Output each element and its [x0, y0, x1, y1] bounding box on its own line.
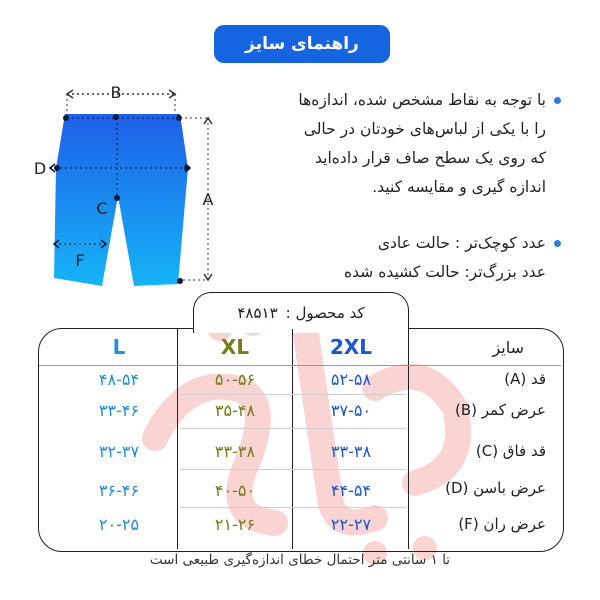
label-f: F	[75, 251, 85, 270]
cell-xl: ۵۰-۵۶	[214, 370, 256, 389]
instruction-line: عدد کوچک‌تر : حالت عادی	[377, 234, 546, 252]
cell-2xl: ۲۲-۲۷	[330, 515, 372, 534]
footnote: تا ۱ سانتی متر احتمال خطای اندازه‌گیری طبیعی است	[149, 552, 451, 568]
row-label: قد (A)	[504, 370, 546, 388]
label-d: D	[33, 159, 47, 178]
product-code-value: ۴۸۵۱۳	[237, 304, 278, 322]
instructions-block-1	[230, 86, 546, 202]
row-divider	[180, 428, 406, 429]
label-c: C	[96, 199, 108, 218]
cell-l: ۴۸-۵۴	[98, 370, 140, 389]
cell-l: ۳۳-۴۶	[98, 401, 140, 420]
column-xl: XL	[220, 335, 250, 359]
page-title: راهنمای سایز	[214, 25, 390, 63]
cell-2xl: ۵۲-۵۸	[330, 370, 372, 389]
shorts-shape	[54, 114, 188, 286]
bullet-icon	[554, 97, 561, 104]
cell-l: ۳۲-۳۷	[98, 442, 140, 461]
instruction-line: را با یکی از لباس‌های خودتان در حالی	[303, 120, 546, 138]
row-divider	[180, 507, 406, 508]
cell-xl: ۴۰-۵۰	[214, 481, 256, 500]
cell-xl: ۲۱-۲۶	[214, 515, 256, 534]
label-b: B	[110, 83, 122, 102]
cell-2xl: ۳۳-۳۸	[330, 442, 372, 461]
product-code	[193, 292, 409, 333]
column-divider	[177, 329, 178, 549]
cell-l: ۲۰-۲۵	[98, 515, 140, 534]
size-header: سایز	[492, 338, 524, 357]
row-divider	[180, 394, 406, 395]
bullet-icon	[554, 240, 561, 247]
instruction-line: که روی یک سطح صاف قرار داده‌اید	[315, 149, 546, 167]
row-divider	[180, 469, 406, 470]
row-label: عرض ران (F)	[458, 515, 546, 533]
column-2xl: 2XL	[329, 335, 373, 359]
instruction-line: اندازه گیری و مقایسه کنید.	[372, 178, 546, 196]
instruction-line: با توجه به نقاط مشخص شده، اندازه‌ها	[298, 91, 546, 109]
cell-l: ۳۶-۴۶	[98, 481, 140, 500]
column-l: L	[112, 335, 126, 359]
product-code-label: کد محصول :	[285, 304, 365, 322]
row-label: عرض باسن (D)	[445, 479, 546, 497]
cell-2xl: ۳۷-۵۰	[330, 401, 372, 420]
row-label: عرض کمر (B)	[455, 401, 546, 419]
cell-2xl: ۴۴-۵۴	[330, 481, 372, 500]
column-divider	[292, 329, 293, 549]
cell-xl: ۳۵-۴۸	[214, 401, 256, 420]
row-label: قد فاق (C)	[475, 442, 546, 460]
shorts-measurement-diagram	[30, 78, 220, 293]
cell-xl: ۳۳-۳۸	[214, 442, 256, 461]
instruction-line: عدد بزرگ‌تر: حالت کشیده شده	[344, 263, 546, 281]
column-divider	[408, 329, 409, 549]
instructions-block-2	[230, 229, 546, 287]
header-divider	[39, 365, 561, 366]
label-a: A	[202, 190, 214, 209]
